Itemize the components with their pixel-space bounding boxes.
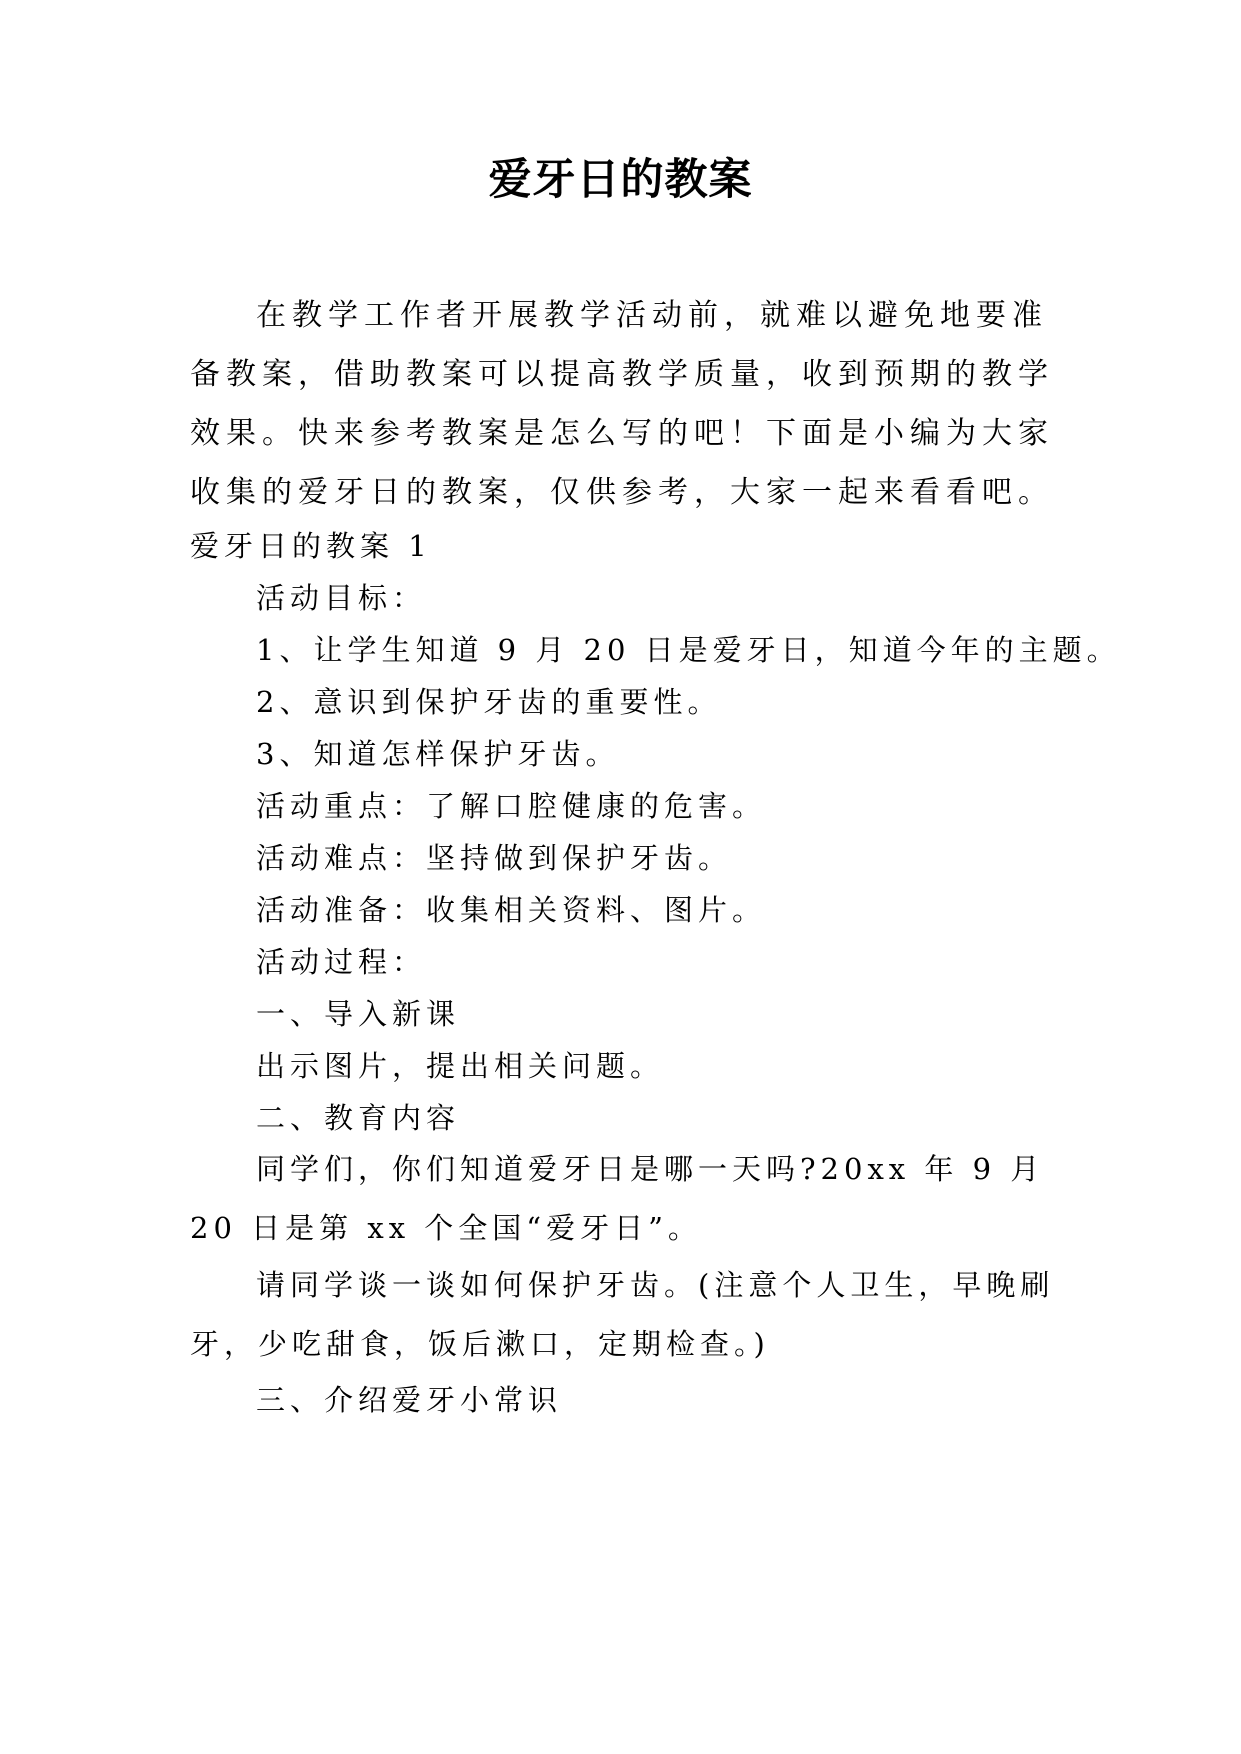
goals-label: 活动目标： [256,581,427,615]
key-point: 活动重点：了解口腔健康的危害。 [256,789,767,823]
section-heading: 爱牙日的教案 1 [190,529,432,563]
goal-item-3: 3、知道怎样保护牙齿。 [256,737,620,771]
document-title: 爱牙日的教案 [488,155,753,205]
step-1-text: 出示图片，提出相关问题。 [256,1049,665,1083]
goal-item-1: 1、让学生知道 9 月 20 日是爱牙日，知道今年的主题。 [256,633,1121,667]
difficulty: 活动难点：坚持做到保护牙齿。 [256,841,733,875]
intro-paragraph: 在教学工作者开展教学活动前，就难以避免地要准备教案，借助教案可以提高教学质量，收到预期的教学效果。快来参考教案是怎么写的吧！下面是小编为大家收集的爱牙日的教案，仅供参考，大家一起来看看吧。 [190,298,1054,510]
step-2-text-b: 请同学谈一谈如何保护牙齿。(注意个人卫生，早晚刷牙，少吃甜食，饭后漱口，定期检查。) [190,1268,1055,1361]
step-2-text: 同学们，你们知道爱牙日是哪一天吗?20xx 年 9 月 20 日是第 xx 个全国“爱牙日”。 [190,1152,1045,1245]
step-1-heading: 一、导入新课 [256,997,461,1031]
goal-item-2: 2、意识到保护牙齿的重要性。 [256,685,722,719]
process-label: 活动过程： [256,945,427,979]
step-2-heading: 二、教育内容 [256,1101,461,1135]
step-3-heading: 三、介绍爱牙小常识 [256,1383,563,1417]
preparation: 活动准备：收集相关资料、图片。 [256,893,767,927]
